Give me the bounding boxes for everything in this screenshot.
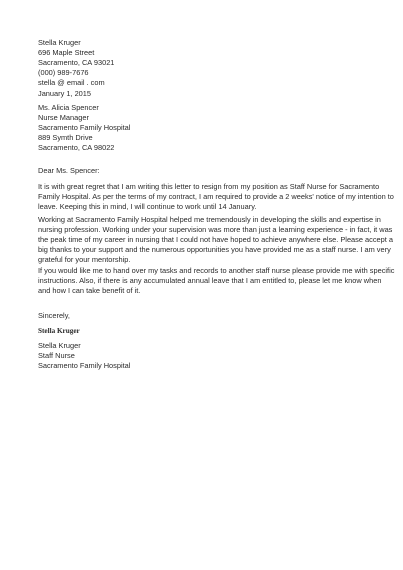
- recipient-organization: Sacramento Family Hospital: [38, 123, 131, 132]
- recipient-street: 889 Symth Drive: [38, 133, 93, 142]
- paragraph-line: Family Hospital. As per the terms of my contract, I am required to provide a 2 weeks' notice of my intention to: [38, 192, 394, 201]
- paragraph-line: the peak time of my career in nursing that I could not have hoped to achieve anywhere else. Please accept a: [38, 235, 393, 244]
- date-text: January 1, 2015: [38, 89, 92, 98]
- signoff-block: [38, 341, 368, 371]
- salutation-text: Dear Ms. Spencer:: [38, 166, 100, 175]
- paragraph-3: [38, 266, 395, 296]
- recipient-name: Ms. Alicia Spencer: [38, 103, 99, 112]
- sender-email: stella @ email . com: [38, 78, 105, 87]
- recipient-address: [38, 103, 368, 153]
- paragraph-line: instructions. Also, if there is any accumulated annual leave that I am entitled to, please let me know when: [38, 276, 382, 285]
- closing-text: Sincerely,: [38, 311, 70, 320]
- signoff-title: Staff Nurse: [38, 351, 75, 360]
- salutation: [38, 166, 368, 176]
- signoff-organization: Sacramento Family Hospital: [38, 361, 131, 370]
- closing: [38, 311, 368, 321]
- paragraph-line: Working at Sacramento Family Hospital helped me tremendously in developing the skills and expertise in: [38, 215, 381, 224]
- paragraph-line: grateful for your mentorship.: [38, 255, 131, 264]
- paragraph-line: nursing profession. Working under your supervision was more than just a learning experience - in fact, it was: [38, 225, 393, 234]
- signature: Stella Kruger: [38, 327, 80, 335]
- letter-date: [38, 89, 368, 99]
- signoff-name: Stella Kruger: [38, 341, 81, 350]
- paragraph-1: [38, 182, 394, 212]
- paragraph-line: leave. Keeping this in mind, I will continue to work until 14 January.: [38, 202, 257, 211]
- paragraph-line: big thanks to your support and the numerous opportunities you have provided me as a staff nurse. I am very: [38, 245, 391, 254]
- paragraph-2: [38, 215, 393, 265]
- sender-address: [38, 38, 368, 88]
- sender-city: Sacramento, CA 93021: [38, 58, 115, 67]
- paragraph-line: It is with great regret that I am writing this letter to resign from my position as Staff Nurse for Sacramento: [38, 182, 380, 191]
- sender-name: Stella Kruger: [38, 38, 81, 47]
- sender-street: 696 Maple Street: [38, 48, 95, 57]
- recipient-title: Nurse Manager: [38, 113, 89, 122]
- paragraph-line: and how I can take benefit of it.: [38, 286, 141, 295]
- recipient-city: Sacramento, CA 98022: [38, 143, 115, 152]
- sender-phone: (000) 989-7676: [38, 68, 89, 77]
- paragraph-line: If you would like me to hand over my tasks and records to another staff nurse please provide me with specific: [38, 266, 395, 275]
